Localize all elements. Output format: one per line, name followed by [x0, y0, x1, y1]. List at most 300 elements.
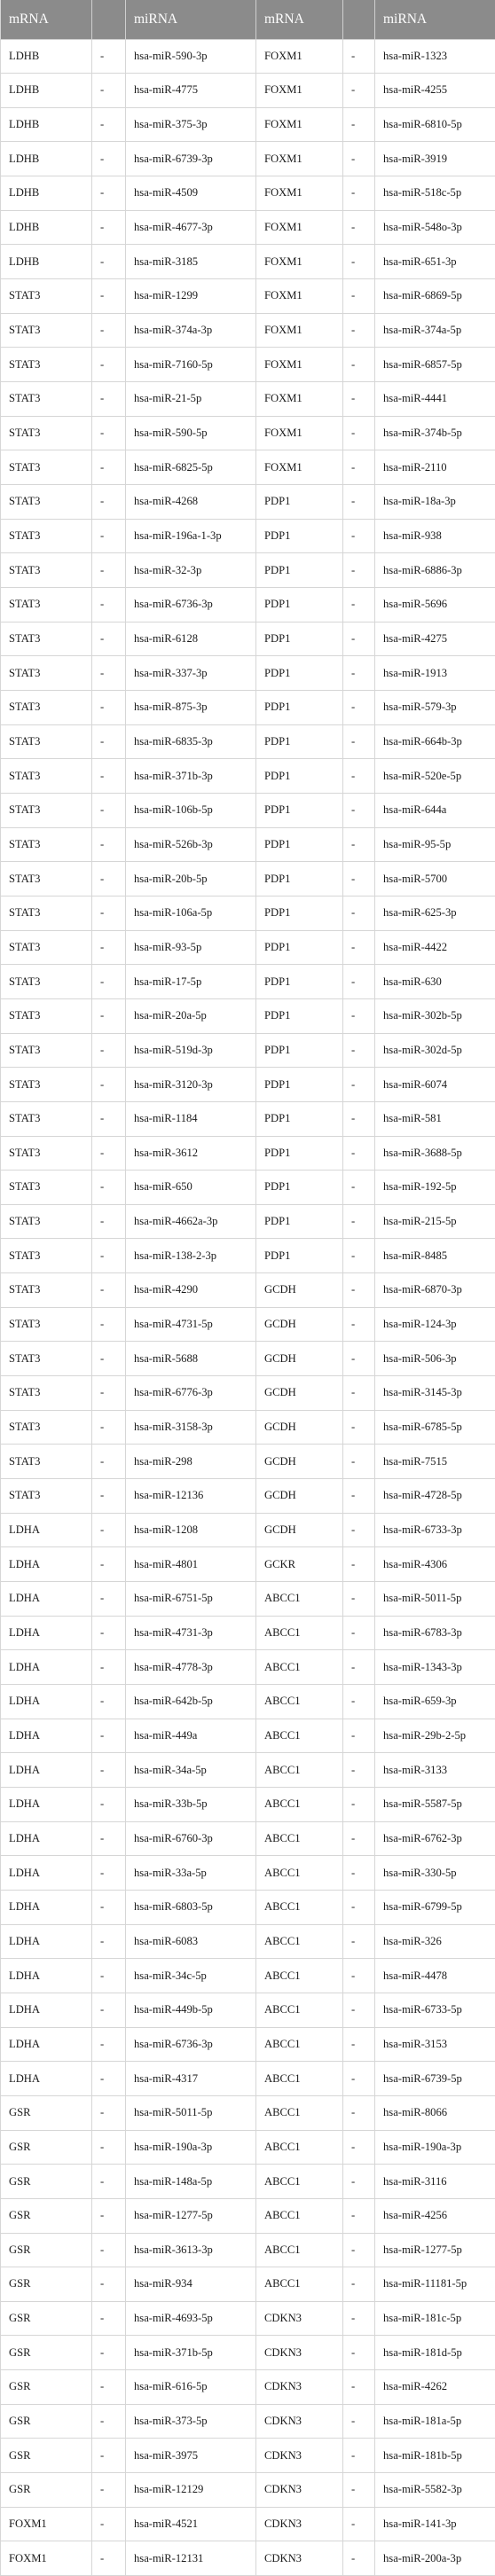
cell-link-left: - — [92, 176, 126, 211]
table-row — [1, 998, 495, 1033]
cell-mirna-right: hsa-miR-1277-5p — [375, 2233, 495, 2267]
cell-mrna-right: ABCC1 — [256, 2267, 343, 2302]
cell-mirna-right: hsa-miR-7515 — [375, 1445, 495, 1479]
cell-mirna-left: hsa-miR-20b-5p — [126, 862, 256, 897]
cell-link-left: - — [92, 1993, 126, 2027]
table-row — [1, 245, 495, 279]
cell-mirna-left: hsa-miR-4731-5p — [126, 1307, 256, 1342]
cell-mirna-right: hsa-miR-5011-5p — [375, 1582, 495, 1617]
cell-mrna-left: STAT3 — [1, 519, 92, 553]
cell-mrna-right: FOXM1 — [256, 450, 343, 485]
cell-link-left: - — [92, 759, 126, 794]
cell-mirna-left: hsa-miR-190a-3p — [126, 2130, 256, 2165]
cell-link-left: - — [92, 1650, 126, 1685]
cell-mrna-right: PDP1 — [256, 930, 343, 965]
cell-link-left: - — [92, 1513, 126, 1547]
table-row — [1, 1204, 495, 1239]
cell-mirna-left: hsa-miR-590-3p — [126, 39, 256, 74]
cell-link-left: - — [92, 862, 126, 897]
table-row — [1, 1033, 495, 1068]
cell-link-left: - — [92, 1376, 126, 1411]
cell-mrna-left: STAT3 — [1, 313, 92, 348]
cell-link-right: - — [343, 519, 375, 553]
cell-mirna-right: hsa-miR-190a-3p — [375, 2130, 495, 2165]
table-row — [1, 2507, 495, 2541]
cell-mrna-left: LDHB — [1, 176, 92, 211]
cell-mrna-left: GSR — [1, 2473, 92, 2508]
cell-mrna-right: ABCC1 — [256, 2027, 343, 2062]
table-row — [1, 622, 495, 656]
cell-mirna-right: hsa-miR-3688-5p — [375, 1136, 495, 1171]
cell-mirna-right: hsa-miR-4306 — [375, 1547, 495, 1582]
cell-mrna-right: GCDH — [256, 1445, 343, 1479]
cell-mrna-right: ABCC1 — [256, 1719, 343, 1753]
cell-link-right: - — [343, 2062, 375, 2096]
cell-mrna-right: ABCC1 — [256, 1582, 343, 1617]
cell-mrna-left: STAT3 — [1, 896, 92, 930]
cell-mrna-right: ABCC1 — [256, 2095, 343, 2130]
cell-mirna-right: hsa-miR-326 — [375, 1924, 495, 1959]
cell-mrna-right: FOXM1 — [256, 107, 343, 142]
header-mrna-right: mRNA — [256, 0, 343, 39]
table-row — [1, 485, 495, 520]
cell-link-left: - — [92, 142, 126, 176]
cell-link-right: - — [343, 2439, 375, 2473]
cell-link-right: - — [343, 1068, 375, 1102]
cell-mirna-right: hsa-miR-3919 — [375, 142, 495, 176]
cell-link-right: - — [343, 827, 375, 862]
cell-mirna-right: hsa-miR-6886-3p — [375, 553, 495, 588]
cell-mrna-right: PDP1 — [256, 553, 343, 588]
cell-mirna-left: hsa-miR-6736-3p — [126, 2027, 256, 2062]
cell-link-left: - — [92, 313, 126, 348]
cell-link-right: - — [343, 1033, 375, 1068]
cell-mirna-right: hsa-miR-6870-3p — [375, 1273, 495, 1308]
cell-mrna-left: LDHA — [1, 2027, 92, 2062]
cell-link-right: - — [343, 896, 375, 930]
cell-link-left: - — [92, 1719, 126, 1753]
cell-link-left: - — [92, 2130, 126, 2165]
cell-link-right: - — [343, 759, 375, 794]
table-row — [1, 1273, 495, 1308]
cell-link-right: - — [343, 588, 375, 622]
cell-mirna-right: hsa-miR-1913 — [375, 656, 495, 691]
cell-mirna-right: hsa-miR-4478 — [375, 1959, 495, 1993]
cell-mrna-right: PDP1 — [256, 759, 343, 794]
cell-mrna-left: STAT3 — [1, 1273, 92, 1308]
table-body — [1, 39, 495, 2576]
cell-mirna-left: hsa-miR-196a-1-3p — [126, 519, 256, 553]
table-row — [1, 656, 495, 691]
cell-link-right: - — [343, 1376, 375, 1411]
cell-mirna-left: hsa-miR-6776-3p — [126, 1376, 256, 1411]
cell-mirna-left: hsa-miR-519d-3p — [126, 1033, 256, 1068]
cell-mirna-right: hsa-miR-6810-5p — [375, 107, 495, 142]
cell-mirna-right: hsa-miR-6733-3p — [375, 1513, 495, 1547]
cell-mirna-left: hsa-miR-33b-5p — [126, 1787, 256, 1821]
cell-mrna-right: CDKN3 — [256, 2301, 343, 2336]
cell-mrna-right: PDP1 — [256, 1171, 343, 1205]
table-row — [1, 279, 495, 314]
cell-mrna-left: LDHB — [1, 39, 92, 74]
cell-mirna-left: hsa-miR-4521 — [126, 2507, 256, 2541]
cell-mrna-left: LDHA — [1, 1787, 92, 1821]
cell-mirna-left: hsa-miR-616-5p — [126, 2370, 256, 2405]
cell-mirna-left: hsa-miR-1277-5p — [126, 2198, 256, 2233]
cell-link-left: - — [92, 2267, 126, 2302]
cell-mirna-left: hsa-miR-106a-5p — [126, 896, 256, 930]
cell-mrna-right: ABCC1 — [256, 2165, 343, 2199]
cell-mirna-right: hsa-miR-5700 — [375, 862, 495, 897]
cell-mrna-right: FOXM1 — [256, 210, 343, 245]
cell-mirna-left: hsa-miR-526b-3p — [126, 827, 256, 862]
cell-mrna-left: STAT3 — [1, 1342, 92, 1376]
cell-mrna-left: STAT3 — [1, 588, 92, 622]
cell-mirna-right: hsa-miR-302b-5p — [375, 998, 495, 1033]
cell-mirna-right: hsa-miR-518c-5p — [375, 176, 495, 211]
cell-link-left: - — [92, 2404, 126, 2439]
cell-mirna-left: hsa-miR-449b-5p — [126, 1993, 256, 2027]
cell-link-right: - — [343, 1685, 375, 1719]
table-row — [1, 793, 495, 827]
cell-mirna-right: hsa-miR-181c-5p — [375, 2301, 495, 2336]
cell-mrna-left: STAT3 — [1, 1239, 92, 1273]
table-row — [1, 1445, 495, 1479]
cell-mirna-right: hsa-miR-2110 — [375, 450, 495, 485]
cell-mrna-right: PDP1 — [256, 656, 343, 691]
cell-mrna-left: STAT3 — [1, 553, 92, 588]
table-row — [1, 553, 495, 588]
cell-link-right: - — [343, 2507, 375, 2541]
table-row — [1, 827, 495, 862]
cell-link-left: - — [92, 519, 126, 553]
cell-mrna-right: ABCC1 — [256, 1959, 343, 1993]
cell-mirna-left: hsa-miR-298 — [126, 1445, 256, 1479]
cell-link-left: - — [92, 1204, 126, 1239]
cell-mirna-right: hsa-miR-6074 — [375, 1068, 495, 1102]
cell-mirna-right: hsa-miR-192-5p — [375, 1171, 495, 1205]
cell-mirna-right: hsa-miR-29b-2-5p — [375, 1719, 495, 1753]
cell-link-right: - — [343, 1890, 375, 1924]
table-row — [1, 2336, 495, 2370]
cell-link-left: - — [92, 382, 126, 417]
cell-mrna-left: STAT3 — [1, 793, 92, 827]
cell-link-left: - — [92, 485, 126, 520]
cell-link-left: - — [92, 1582, 126, 1617]
cell-link-right: - — [343, 1753, 375, 1788]
cell-link-left: - — [92, 1445, 126, 1479]
table-row — [1, 1307, 495, 1342]
cell-mrna-left: LDHA — [1, 1513, 92, 1547]
cell-link-left: - — [92, 2198, 126, 2233]
cell-link-left: - — [92, 2165, 126, 2199]
cell-link-left: - — [92, 1959, 126, 1993]
cell-link-right: - — [343, 176, 375, 211]
cell-mrna-right: CDKN3 — [256, 2541, 343, 2576]
cell-mrna-left: STAT3 — [1, 656, 92, 691]
table-row — [1, 1890, 495, 1924]
cell-mrna-left: STAT3 — [1, 724, 92, 759]
table-row — [1, 2130, 495, 2165]
cell-mirna-left: hsa-miR-12136 — [126, 1479, 256, 1514]
table-row — [1, 382, 495, 417]
table-row — [1, 450, 495, 485]
cell-link-left: - — [92, 348, 126, 382]
cell-link-left: - — [92, 450, 126, 485]
cell-link-right: - — [343, 2267, 375, 2302]
cell-link-right: - — [343, 313, 375, 348]
cell-mrna-left: LDHA — [1, 1890, 92, 1924]
cell-mirna-left: hsa-miR-371b-3p — [126, 759, 256, 794]
cell-mrna-right: PDP1 — [256, 519, 343, 553]
table-row — [1, 724, 495, 759]
cell-link-right: - — [343, 485, 375, 520]
cell-mirna-left: hsa-miR-93-5p — [126, 930, 256, 965]
cell-mrna-right: ABCC1 — [256, 1685, 343, 1719]
table-row — [1, 2404, 495, 2439]
cell-link-right: - — [343, 1136, 375, 1171]
cell-mrna-left: LDHA — [1, 1582, 92, 1617]
cell-mirna-right: hsa-miR-374a-5p — [375, 313, 495, 348]
cell-mirna-left: hsa-miR-12131 — [126, 2541, 256, 2576]
table-row — [1, 39, 495, 74]
cell-mrna-right: CDKN3 — [256, 2473, 343, 2508]
cell-link-left: - — [92, 1753, 126, 1788]
cell-mirna-left: hsa-miR-590-5p — [126, 416, 256, 450]
cell-mrna-left: STAT3 — [1, 622, 92, 656]
cell-link-right: - — [343, 793, 375, 827]
cell-link-right: - — [343, 1273, 375, 1308]
cell-mrna-left: STAT3 — [1, 1307, 92, 1342]
cell-mirna-left: hsa-miR-6736-3p — [126, 588, 256, 622]
cell-link-left: - — [92, 2473, 126, 2508]
cell-mrna-right: ABCC1 — [256, 2233, 343, 2267]
cell-mirna-left: hsa-miR-337-3p — [126, 656, 256, 691]
table-row — [1, 1959, 495, 1993]
cell-mirna-right: hsa-miR-6739-5p — [375, 2062, 495, 2096]
cell-link-right: - — [343, 1856, 375, 1891]
cell-mrna-right: FOXM1 — [256, 142, 343, 176]
cell-mrna-left: LDHA — [1, 1753, 92, 1788]
cell-mirna-right: hsa-miR-5582-3p — [375, 2473, 495, 2508]
cell-mirna-right: hsa-miR-330-5p — [375, 1856, 495, 1891]
cell-link-left: - — [92, 1342, 126, 1376]
cell-mirna-right: hsa-miR-1343-3p — [375, 1650, 495, 1685]
cell-link-right: - — [343, 1239, 375, 1273]
cell-mirna-right: hsa-miR-3133 — [375, 1753, 495, 1788]
cell-link-right: - — [343, 1787, 375, 1821]
cell-link-right: - — [343, 74, 375, 108]
cell-mrna-left: LDHB — [1, 107, 92, 142]
cell-link-right: - — [343, 998, 375, 1033]
cell-mirna-right: hsa-miR-4255 — [375, 74, 495, 108]
cell-mrna-right: CDKN3 — [256, 2439, 343, 2473]
cell-mrna-right: GCDH — [256, 1342, 343, 1376]
cell-link-left: - — [92, 1273, 126, 1308]
cell-mirna-left: hsa-miR-4268 — [126, 485, 256, 520]
cell-mrna-left: LDHB — [1, 245, 92, 279]
cell-mirna-right: hsa-miR-124-3p — [375, 1307, 495, 1342]
cell-mrna-left: LDHA — [1, 1993, 92, 2027]
cell-mirna-right: hsa-miR-651-3p — [375, 245, 495, 279]
cell-link-right: - — [343, 2198, 375, 2233]
cell-mirna-left: hsa-miR-20a-5p — [126, 998, 256, 1033]
table-row — [1, 142, 495, 176]
cell-mirna-right: hsa-miR-181a-5p — [375, 2404, 495, 2439]
cell-link-right: - — [343, 1821, 375, 1856]
cell-mrna-right: ABCC1 — [256, 1821, 343, 1856]
cell-mirna-left: hsa-miR-3120-3p — [126, 1068, 256, 1102]
cell-mirna-right: hsa-miR-548o-3p — [375, 210, 495, 245]
cell-mirna-left: hsa-miR-875-3p — [126, 690, 256, 724]
cell-link-right: - — [343, 2301, 375, 2336]
cell-mrna-right: ABCC1 — [256, 1787, 343, 1821]
cell-mirna-right: hsa-miR-4422 — [375, 930, 495, 965]
cell-mirna-right: hsa-miR-4262 — [375, 2370, 495, 2405]
table-row — [1, 1753, 495, 1788]
cell-mirna-right: hsa-miR-4275 — [375, 622, 495, 656]
cell-mirna-left: hsa-miR-6835-3p — [126, 724, 256, 759]
cell-mirna-left: hsa-miR-3158-3p — [126, 1410, 256, 1445]
cell-mirna-right: hsa-miR-181d-5p — [375, 2336, 495, 2370]
cell-mrna-left: STAT3 — [1, 382, 92, 417]
cell-mrna-left: STAT3 — [1, 965, 92, 999]
cell-mrna-left: STAT3 — [1, 759, 92, 794]
cell-link-right: - — [343, 210, 375, 245]
cell-mirna-right: hsa-miR-6799-5p — [375, 1890, 495, 1924]
cell-link-right: - — [343, 2095, 375, 2130]
cell-link-left: - — [92, 2370, 126, 2405]
cell-link-left: - — [92, 1307, 126, 1342]
cell-mrna-left: LDHB — [1, 74, 92, 108]
cell-mirna-left: hsa-miR-4317 — [126, 2062, 256, 2096]
cell-link-left: - — [92, 279, 126, 314]
cell-mirna-right: hsa-miR-374b-5p — [375, 416, 495, 450]
cell-link-left: - — [92, 622, 126, 656]
cell-link-left: - — [92, 965, 126, 999]
cell-mirna-right: hsa-miR-302d-5p — [375, 1033, 495, 1068]
cell-mrna-right: PDP1 — [256, 1136, 343, 1171]
cell-mirna-right: hsa-miR-8485 — [375, 1239, 495, 1273]
table-row — [1, 1342, 495, 1376]
table-row — [1, 2267, 495, 2302]
cell-mirna-left: hsa-miR-934 — [126, 2267, 256, 2302]
cell-link-right: - — [343, 1479, 375, 1514]
cell-mirna-left: hsa-miR-148a-5p — [126, 2165, 256, 2199]
cell-link-right: - — [343, 622, 375, 656]
cell-mrna-right: PDP1 — [256, 965, 343, 999]
cell-mrna-right: CDKN3 — [256, 2404, 343, 2439]
table-row — [1, 2233, 495, 2267]
cell-mrna-left: STAT3 — [1, 416, 92, 450]
table-row — [1, 862, 495, 897]
cell-link-left: - — [92, 1101, 126, 1136]
cell-mirna-right: hsa-miR-625-3p — [375, 896, 495, 930]
cell-mrna-left: FOXM1 — [1, 2541, 92, 2576]
cell-mirna-right: hsa-miR-95-5p — [375, 827, 495, 862]
cell-mirna-left: hsa-miR-4662a-3p — [126, 1204, 256, 1239]
cell-link-right: - — [343, 2473, 375, 2508]
cell-mrna-left: LDHA — [1, 1685, 92, 1719]
cell-mirna-left: hsa-miR-3185 — [126, 245, 256, 279]
cell-link-left: - — [92, 998, 126, 1033]
cell-link-left: - — [92, 210, 126, 245]
cell-mirna-left: hsa-miR-4290 — [126, 1273, 256, 1308]
cell-link-left: - — [92, 245, 126, 279]
table-row — [1, 1616, 495, 1650]
cell-link-right: - — [343, 142, 375, 176]
cell-mrna-right: CDKN3 — [256, 2370, 343, 2405]
cell-mrna-right: FOXM1 — [256, 74, 343, 108]
cell-mrna-left: FOXM1 — [1, 2507, 92, 2541]
cell-mirna-right: hsa-miR-1323 — [375, 39, 495, 74]
cell-link-left: - — [92, 39, 126, 74]
cell-mirna-right: hsa-miR-8066 — [375, 2095, 495, 2130]
cell-mrna-right: ABCC1 — [256, 2198, 343, 2233]
cell-link-right: - — [343, 2370, 375, 2405]
cell-link-left: - — [92, 690, 126, 724]
cell-mirna-left: hsa-miR-12129 — [126, 2473, 256, 2508]
cell-link-left: - — [92, 1033, 126, 1068]
cell-link-left: - — [92, 1547, 126, 1582]
cell-mrna-left: STAT3 — [1, 690, 92, 724]
cell-mirna-left: hsa-miR-3613-3p — [126, 2233, 256, 2267]
table-row — [1, 896, 495, 930]
table-row — [1, 1376, 495, 1411]
cell-mrna-left: STAT3 — [1, 348, 92, 382]
cell-mrna-right: ABCC1 — [256, 1924, 343, 1959]
table-row — [1, 1856, 495, 1891]
cell-mirna-right: hsa-miR-6733-5p — [375, 1993, 495, 2027]
cell-mirna-left: hsa-miR-5688 — [126, 1342, 256, 1376]
cell-mrna-right: CDKN3 — [256, 2336, 343, 2370]
table-row — [1, 1479, 495, 1514]
header-mrna-left: mRNA — [1, 0, 92, 39]
cell-link-left: - — [92, 793, 126, 827]
cell-link-left: - — [92, 827, 126, 862]
cell-link-left: - — [92, 553, 126, 588]
cell-mrna-left: STAT3 — [1, 1171, 92, 1205]
cell-mirna-left: hsa-miR-6739-3p — [126, 142, 256, 176]
table-row — [1, 2062, 495, 2096]
cell-mrna-right: FOXM1 — [256, 176, 343, 211]
cell-mirna-right: hsa-miR-18a-3p — [375, 485, 495, 520]
cell-link-left: - — [92, 416, 126, 450]
cell-mrna-left: LDHA — [1, 1547, 92, 1582]
cell-mirna-right: hsa-miR-6869-5p — [375, 279, 495, 314]
cell-link-right: - — [343, 1307, 375, 1342]
cell-mrna-left: GSR — [1, 2370, 92, 2405]
cell-mirna-right: hsa-miR-3153 — [375, 2027, 495, 2062]
header-link-left — [92, 0, 126, 39]
cell-link-left: - — [92, 896, 126, 930]
cell-link-left: - — [92, 1821, 126, 1856]
table-row — [1, 1685, 495, 1719]
table-row — [1, 2301, 495, 2336]
cell-mirna-left: hsa-miR-4775 — [126, 74, 256, 108]
table-row — [1, 2095, 495, 2130]
table-row — [1, 1171, 495, 1205]
cell-mrna-right: ABCC1 — [256, 1616, 343, 1650]
cell-link-left: - — [92, 1856, 126, 1891]
cell-link-right: - — [343, 107, 375, 142]
cell-mrna-left: GSR — [1, 2165, 92, 2199]
cell-link-left: - — [92, 1924, 126, 1959]
cell-mrna-right: GCDH — [256, 1376, 343, 1411]
cell-mrna-left: LDHA — [1, 1616, 92, 1650]
cell-link-left: - — [92, 107, 126, 142]
cell-link-right: - — [343, 1410, 375, 1445]
